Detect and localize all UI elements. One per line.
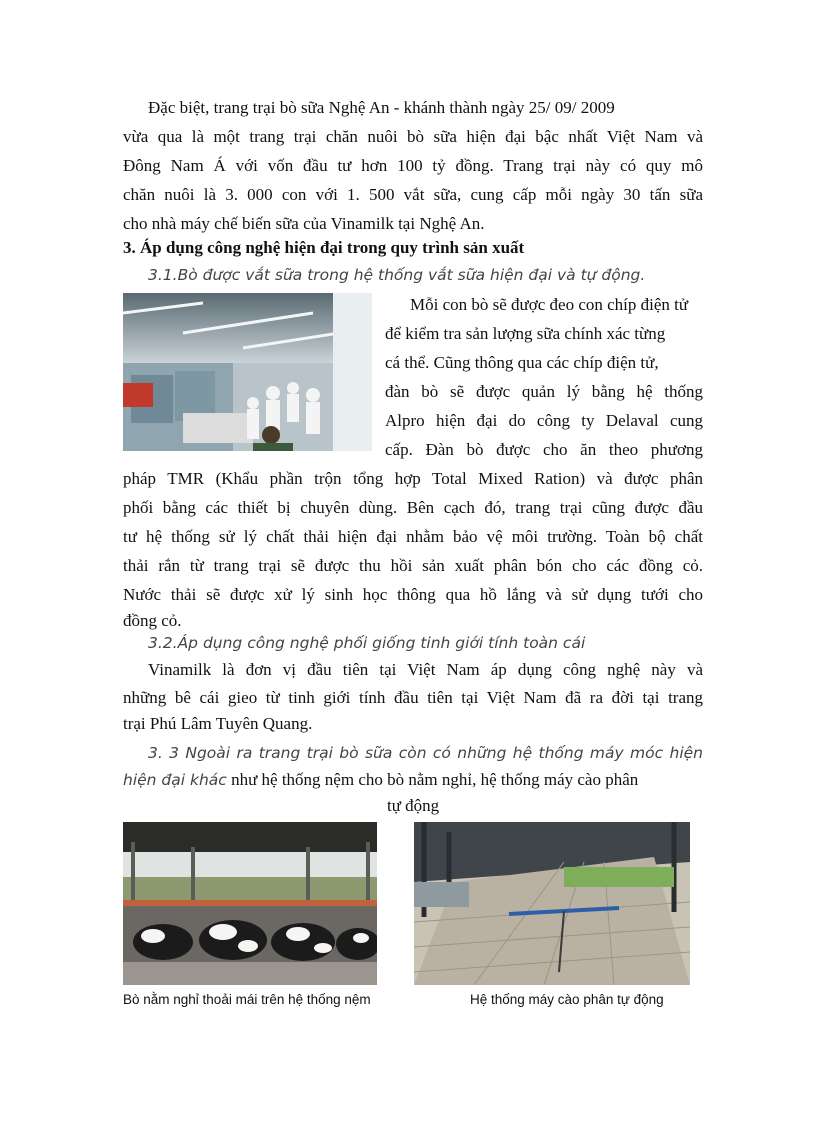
caption-right: Hệ thống máy cào phân tự động [470, 992, 664, 1007]
subheading-3-3-normal-part: như hệ thống nệm cho bò nằm nghỉ, hệ thống máy cào phân [226, 770, 639, 789]
p1-line-5: cho nhà máy chế biến sữa của Vinamilk tại Nghệ An. [123, 214, 485, 233]
p3-line-2: những bê cái gieo từ tinh giới tính đầu tiên tại Việt Nam đã ra đời tại trang [123, 688, 703, 707]
subheading-3-3-line-3: tự động [387, 796, 440, 815]
subheading-3-1: 3.1.Bò được vắt sữa trong hệ thống vắt sữa hiện đại và tự động. [148, 266, 646, 284]
p2-wrap-line-4: đàn bò sẽ được quản lý bằng hệ thống [385, 382, 703, 401]
p3-line-1: Vinamilk là đơn vị đầu tiên tại Việt Nam áp dụng công nghệ này và [148, 660, 703, 679]
subheading-3-3-line-2 [123, 769, 638, 791]
p1-line-4: chăn nuôi là 3. 000 con với 1. 500 vắt sữa, cung cấp mỗi ngày 30 tấn sữa [123, 185, 703, 204]
p3-line-3: trại Phú Lâm Tuyên Quang. [123, 714, 313, 733]
p2-wrap-line-1: Mỗi con bò sẽ được đeo con chíp điện tử [410, 295, 689, 314]
p2-wrap-line-5: Alpro hiện đại do công ty Delaval cung [385, 411, 703, 430]
cows-resting-photo [123, 822, 377, 985]
milking-parlor-photo [123, 293, 372, 451]
p2-line-9: tư hệ thống sử lý chất thải hiện đại nhằm bảo vệ môi trường. Toàn bộ chất [123, 527, 703, 546]
p2-wrap-line-6: cấp. Đàn bò được cho ăn theo phương [385, 440, 703, 459]
p2-wrap-line-3: cá thể. Cũng thông qua các chíp điện tử, [385, 353, 659, 372]
p2-line-12: đồng cỏ. [123, 611, 182, 630]
subheading-3-3-italic-part: hiện đại khác [123, 771, 227, 789]
p2-line-7: pháp TMR (Khẩu phần trộn tổng hợp Total Mixed Ration) và được phân [123, 469, 703, 488]
p1-line-2: vừa qua là một trang trại chăn nuôi bò sữa hiện đại bậc nhất Việt Nam và [123, 127, 703, 146]
p2-wrap-line-2: để kiểm tra sản lượng sữa chính xác từng [385, 324, 666, 343]
manure-scraper-photo [414, 822, 690, 985]
subheading-3-3-line-1: 3. 3 Ngoài ra trang trại bò sữa còn có những hệ thống máy móc hiện [148, 744, 703, 762]
subheading-3-2: 3.2.Áp dụng công nghệ phối giống tinh giới tính toàn cái [148, 634, 586, 652]
p2-line-10: thải rắn từ trang trại sẽ được thu hồi sản xuất phân bón cho các đồng cỏ. [123, 556, 703, 575]
p2-line-8: phối bằng các thiết bị chuyên dùng. Bên cạch đó, trang trại cũng được đầu [123, 498, 703, 517]
p1-line-3: Đông Nam Á với vốn đầu tư hơn 100 tỷ đồng. Trang trại này có quy mô [123, 156, 703, 175]
section-heading-3: 3. Áp dụng công nghệ hiện đại trong quy trình sản xuất [123, 238, 525, 257]
p2-line-11: Nước thải sẽ được xử lý sinh học thông qua hồ lắng và sử dụng tưới cho [123, 585, 703, 604]
caption-left: Bò nằm nghỉ thoải mái trên hệ thống nệm [123, 992, 371, 1007]
p1-line-1: Đặc biệt, trang trại bò sữa Nghệ An - khánh thành ngày 25/ 09/ 2009 [148, 98, 615, 117]
